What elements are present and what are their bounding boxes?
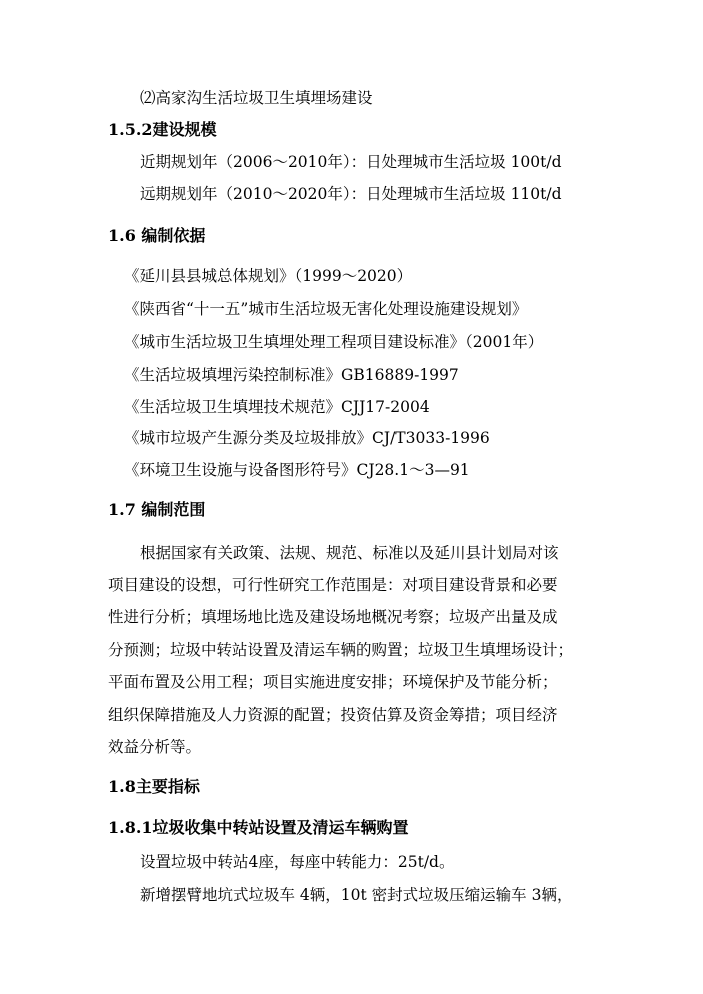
reference-5: 《生活垃圾卫生填埋技术规范》CJJ17-2004 (124, 398, 430, 416)
long-term-plan: 远期规划年（2010～2020年）：日处理城市生活垃圾 110t/d (140, 185, 562, 203)
scope-line-7: 效益分析等。 (108, 738, 202, 756)
reference-6: 《城市垃圾产生源分类及垃圾排放》CJ/T3033-1996 (124, 429, 490, 447)
reference-1: 《延川县县城总体规划》（1999～2020） (124, 267, 413, 285)
scope-line-5: 平面布置及公用工程；项目实施进度安排；环境保护及节能分析； (108, 673, 558, 691)
item-gaojiagou: ⑵高家沟生活垃圾卫生填埋场建设 (140, 89, 373, 107)
near-term-plan: 近期规划年（2006～2010年）：日处理城市生活垃圾 100t/d (140, 153, 562, 171)
reference-2: 《陕西省“十一五”城市生活垃圾无害化处理设施建设规划》 (124, 300, 528, 318)
heading-1-5-2: 1.5.2建设规模 (108, 120, 217, 139)
scope-line-2: 项目建设的设想，可行性研究工作范围是：对项目建设背景和必要 (108, 576, 558, 594)
heading-1-8-1: 1.8.1垃圾收集中转站设置及清运车辆购置 (108, 818, 409, 837)
scope-line-4: 分预测；垃圾中转站设置及清运车辆的购置；垃圾卫生填埋场设计； (108, 641, 574, 659)
reference-3: 《城市生活垃圾卫生填埋处理工程项目建设标准》（2001年） (124, 333, 544, 351)
scope-line-1: 根据国家有关政策、法规、规范、标准以及延川县计划局对该 (140, 544, 559, 562)
heading-1-8: 1.8主要指标 (108, 777, 200, 796)
transfer-station-line: 设置垃圾中转站4座，每座中转能力：25t/d。 (140, 853, 455, 871)
reference-4: 《生活垃圾填埋污染控制标准》GB16889-1997 (124, 366, 459, 384)
vehicle-line: 新增摆臂地坑式垃圾车 4辆，10t 密封式垃圾压缩运输车 3辆， (140, 886, 573, 904)
reference-7: 《环境卫生设施与设备图形符号》CJ28.1～3—91 (124, 461, 470, 479)
heading-1-6: 1.6 编制依据 (108, 226, 206, 245)
scope-line-3: 性进行分析；填埋场地比选及建设场地概况考察；垃圾产出量及成 (108, 608, 558, 626)
heading-1-7: 1.7 编制范围 (108, 500, 206, 519)
scope-line-6: 组织保障措施及人力资源的配置；投资估算及资金筹措；项目经济 (108, 706, 558, 724)
